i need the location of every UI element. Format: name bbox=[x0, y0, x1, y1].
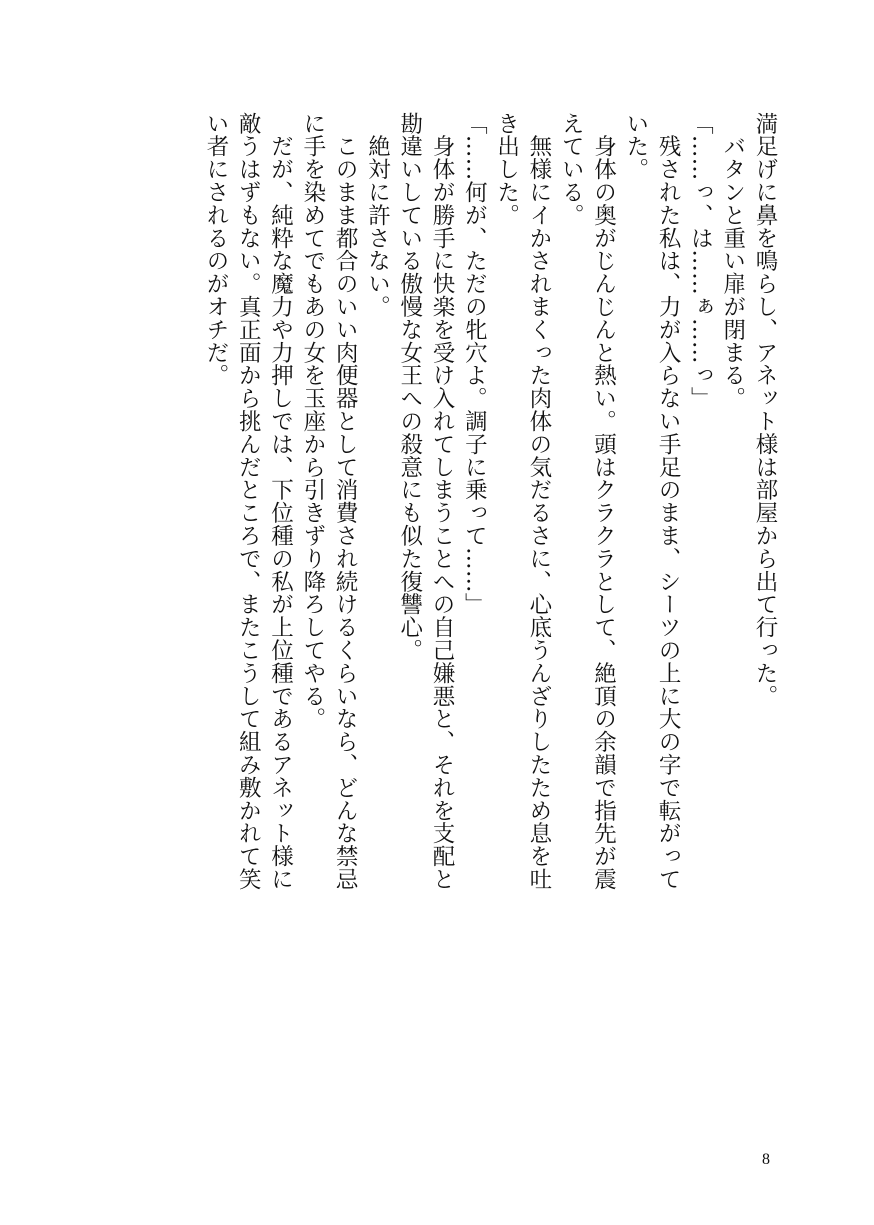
text-line: 勘違いしている傲慢な女王への殺意にも似た復讐心。 bbox=[396, 112, 423, 662]
text-line: に手を染めてでもあの女を玉座から引きずり降ろしてやる。 bbox=[299, 112, 326, 731]
text-line: 満足げに鼻を鳴らし、アネット様は部屋から出て行った。 bbox=[752, 112, 778, 708]
text-line: 「……何が、ただの牝穴よ。調子に乗って……」 bbox=[461, 112, 488, 616]
text-line: いた。 bbox=[622, 112, 649, 181]
vertical-text-body bbox=[200, 112, 781, 1042]
text-line: バタンと重い扉が閉まる。 bbox=[719, 112, 746, 410]
page-number: 8 bbox=[762, 1151, 770, 1168]
text-line: だが、純粋な魔力や力押しでは、下位種の私が上位種であるアネット様に bbox=[267, 112, 294, 891]
text-line: 「……っ、は……ぁ……っ」 bbox=[687, 112, 714, 410]
text-line: い者にされるのがオチだ。 bbox=[202, 112, 229, 387]
text-line: 身体の奥がじんじんと熱い。頭はクラクラとして、絶頂の余韻で指先が震 bbox=[590, 112, 617, 891]
text-line: 敵うはずもない。真正面から挑んだところで、またこうして組み敷かれて笑 bbox=[235, 112, 262, 891]
text-line: 残された私は、力が入らない手足のまま、シーツの上に大の字で転がって bbox=[655, 112, 682, 891]
text-line: えている。 bbox=[558, 112, 585, 227]
text-line: 絶対に許さない。 bbox=[364, 112, 391, 319]
text-line: 身体が勝手に快楽を受け入れてしまうことへの自己嫌悪と、それを支配と bbox=[429, 112, 456, 891]
text-line: き出した。 bbox=[493, 112, 520, 227]
text-line: このまま都合のいい肉便器として消費され続けるくらいなら、どんな禁忌 bbox=[332, 112, 359, 891]
text-line: 無様にイかされまくった肉体の気だるさに、心底うんざりしたため息を吐 bbox=[525, 112, 552, 891]
